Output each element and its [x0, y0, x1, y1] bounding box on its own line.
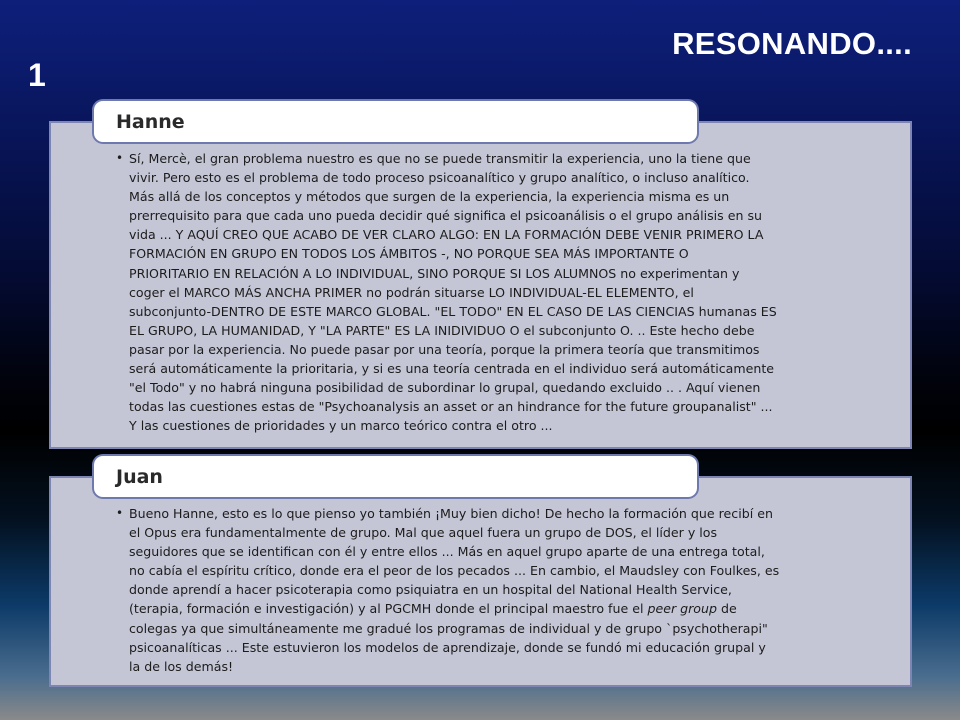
slide-number: 1: [28, 57, 46, 93]
hanne-line: Más allá de los conceptos y métodos que surgen de la experiencia, la experiencia misma es un: [129, 189, 730, 205]
slide-title: RESONANDO....: [672, 26, 912, 61]
hanne-line: vida ... Y AQUÍ CREO QUE ACABO DE VER CLARO ALGO: EN LA FORMACIÓN DEBE VENIR PRIMERO LA: [129, 227, 764, 243]
hanne-line: FORMACIÓN EN GRUPO EN TODOS LOS ÁMBITOS -, NO PORQUE SEA MÁS IMPORTANTE O: [129, 246, 689, 262]
hanne-line: será automáticamente la prioritaria, y si es una teoría centrada en el individuo será automáticamente: [129, 361, 775, 377]
hanne-line: "el Todo" y no habrá ninguna posibilidad de subordinar lo grupal, quedando excluido .. . Aquí vienen: [129, 380, 761, 396]
juan-name: Juan: [116, 465, 163, 488]
peer-group-emphasis: peer group: [647, 601, 717, 617]
bullet-icon: •: [116, 506, 124, 520]
hanne-line: Y las cuestiones de prioridades y un marco teórico contra el otro ...: [129, 418, 553, 434]
bullet-icon: •: [116, 151, 124, 165]
juan-line: donde aprendí a hacer psicoterapia como psiquiatra en un hospital del National Health Service,: [129, 582, 732, 598]
juan-line: colegas ya que simultáneamente me gradué los programas de individual y de grupo `psychotherapi": [129, 620, 768, 636]
hanne-name: Hanne: [116, 110, 185, 133]
juan-line: la de los demás!: [129, 658, 234, 674]
hanne-line: prerrequisito para que cada uno pueda decidir qué significa el psicoanálisis o el grupo análisis en su: [129, 208, 763, 224]
juan-line: no cabía el espíritu crítico, donde era el peor de los pecados ... En cambio, el Maudsley con Foulkes, es: [129, 563, 780, 579]
hanne-line: todas las cuestiones estas de "Psychoanalysis an asset or an hindrance for the future groupanalist" ...: [129, 399, 773, 415]
hanne-line: coger el MARCO MÁS ANCHA PRIMER no podrán situarse LO INDIVIDUAL-EL ELEMENTO, el: [129, 284, 694, 300]
hanne-line: subconjunto-DENTRO DE ESTE MARCO GLOBAL. "EL TODO" EN EL CASO DE LAS CIENCIAS humanas ES: [129, 303, 777, 319]
hanne-line: PRIORITARIO EN RELACIÓN A LO INDIVIDUAL, SINO PORQUE SI LOS ALUMNOS no experimentan y: [129, 265, 740, 281]
hanne-line: vivir. Pero esto es el problema de todo proceso psicoanalítico y grupo analítico, o incluso analítico.: [129, 170, 750, 186]
hanne-line: Sí, Mercè, el gran problema nuestro es que no se puede transmitir la experiencia, uno la tiene que: [129, 151, 751, 166]
juan-line-with-emphasis: [129, 599, 882, 618]
juan-line-part: de: [717, 601, 737, 617]
juan-tab: [94, 456, 697, 497]
juan-line: Bueno Hanne, esto es lo que pienso yo también ¡Muy bien dicho! De hecho la formación que recibí en: [129, 506, 773, 521]
juan-line: el Opus era fundamentalmente de grupo. Mal que aquel fuera un grupo de DOS, el líder y los: [129, 525, 718, 541]
juan-line-part: (terapia, formación e investigación) y al PGCMH donde el principal maestro fue el: [129, 601, 648, 617]
hanne-message: [70, 149, 882, 435]
hanne-tab: [94, 101, 697, 142]
hanne-line: EL GRUPO, LA HUMANIDAD, Y "LA PARTE" ES LA INIDIVIDUO O el subconjunto O. .. Este hecho debe: [129, 322, 755, 338]
juan-bullet-paragraph: [70, 504, 882, 676]
hanne-bullet-paragraph: [70, 149, 882, 435]
hanne-line: pasar por la experiencia. No puede pasar por una teoría, porque la primera teoría que transmitimos: [129, 341, 760, 357]
juan-message: [70, 504, 882, 676]
juan-line: seguidores que se identifican con él y entre ellos ... Más en aquel grupo aparte de una entrega total,: [129, 544, 765, 560]
juan-line: psicoanalíticas ... Este estuvieron los modelos de aprendizaje, donde se fundó mi educación grupal y: [129, 639, 766, 655]
